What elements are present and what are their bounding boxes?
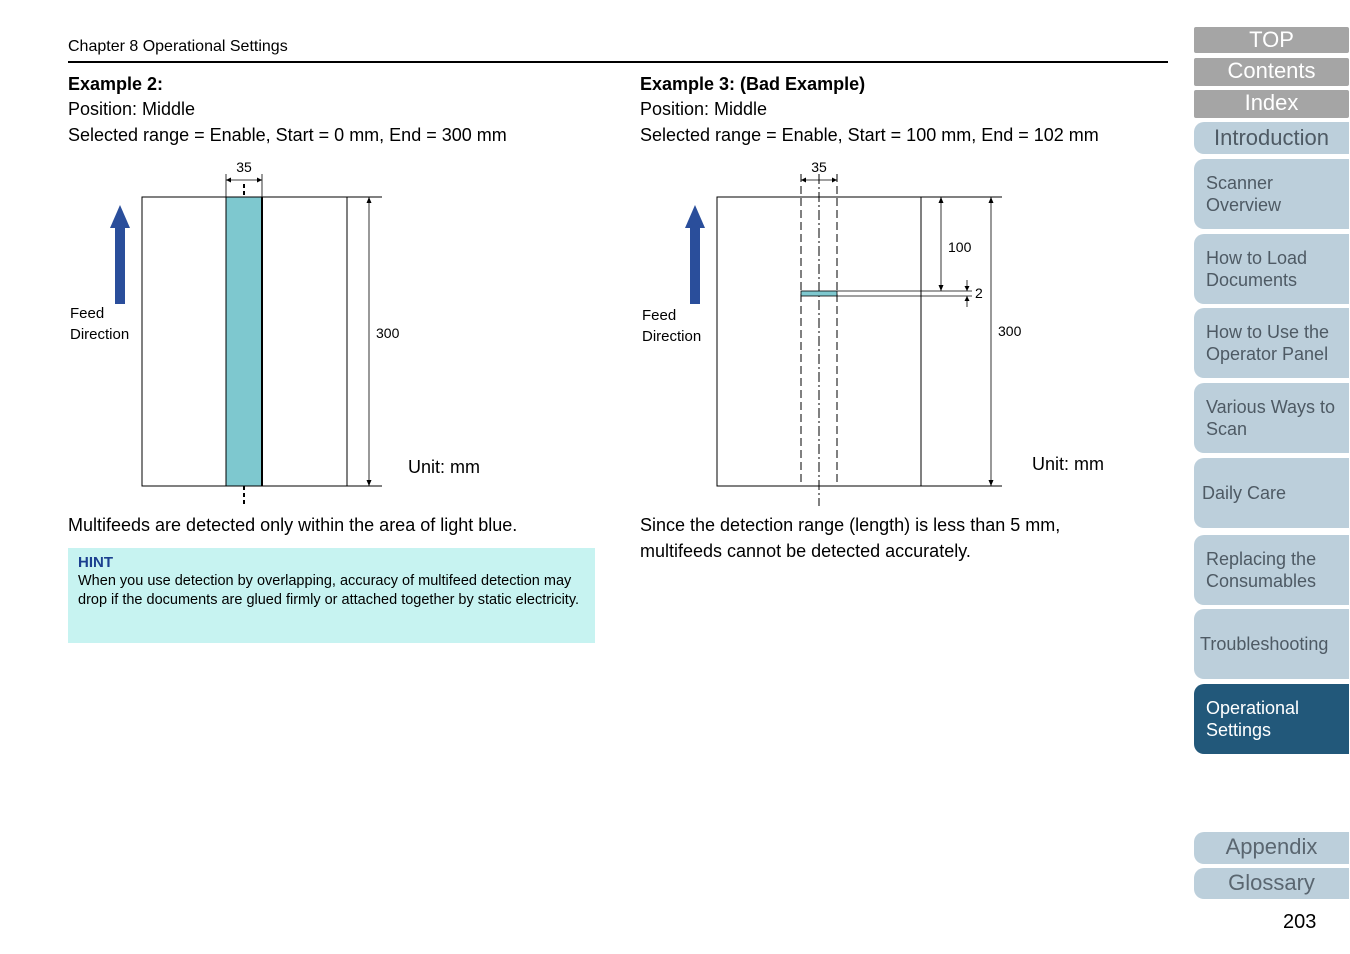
- nav-label-line: Troubleshooting: [1200, 634, 1329, 654]
- nav-troubleshooting[interactable]: [1194, 609, 1349, 679]
- example3-note-line1: Since the detection range (length) is less than 5 mm,: [640, 515, 1061, 535]
- nav-label-line: Documents: [1206, 270, 1298, 290]
- nav-label-line: How to Use the: [1206, 322, 1330, 342]
- feed-arrow-shaft: [115, 226, 125, 304]
- nav-label-line: Scanner: [1206, 173, 1274, 193]
- width-label: 35: [811, 159, 827, 175]
- nav-label-line: Operator Panel: [1206, 344, 1329, 364]
- nav-contents[interactable]: Contents: [1194, 58, 1349, 86]
- hint-title: HINT: [78, 554, 113, 571]
- example3-diagram-svg: [632, 150, 1132, 510]
- feed-arrow-icon: [685, 205, 705, 228]
- example3-note-line2: multifeeds cannot be detected accurately.: [640, 541, 971, 561]
- example2-note: Multifeeds are detected only within the area of light blue.: [68, 515, 518, 535]
- unit-label: Unit: mm: [1032, 454, 1104, 474]
- range-label: 2: [975, 285, 983, 301]
- chapter-header: Chapter 8 Operational Settings: [68, 38, 288, 55]
- nav-various-ways-to-scan[interactable]: [1194, 383, 1349, 453]
- nav-top[interactable]: TOP: [1194, 27, 1349, 53]
- length-label: 300: [998, 323, 1022, 339]
- feed-label: Feed: [642, 307, 677, 324]
- example3-diagram: [632, 150, 1132, 515]
- header-rule: [68, 61, 1168, 63]
- example3-range: Selected range = Enable, Start = 100 mm, End = 102 mm: [640, 125, 1099, 145]
- nav-glossary[interactable]: Glossary: [1194, 868, 1349, 899]
- nav-label-line: Various Ways to: [1206, 397, 1336, 417]
- example2-diagram: [60, 150, 520, 515]
- page-number: 203: [1283, 911, 1317, 933]
- feed-arrow-icon: [110, 205, 130, 228]
- example3-title: Example 3: (Bad Example): [640, 74, 866, 94]
- example2-diagram-svg: [60, 150, 520, 510]
- width-label: 35: [236, 159, 252, 175]
- example3-position: Position: Middle: [640, 99, 768, 119]
- example2-position: Position: Middle: [68, 99, 196, 119]
- start-label: 100: [948, 239, 972, 255]
- direction-label: Direction: [642, 328, 702, 345]
- nav-label-line: Daily Care: [1202, 483, 1287, 503]
- nav-introduction-label: Introduction: [1214, 125, 1329, 150]
- nav-daily-care[interactable]: [1194, 458, 1349, 528]
- nav-label-line: Overview: [1206, 195, 1282, 215]
- length-label: 300: [376, 325, 400, 341]
- nav-scanner-overview[interactable]: [1194, 159, 1349, 229]
- detection-area: [801, 291, 837, 296]
- nav-how-to-load-documents[interactable]: [1194, 234, 1349, 304]
- nav-introduction[interactable]: [1194, 122, 1349, 154]
- nav-appendix[interactable]: Appendix: [1194, 832, 1349, 864]
- nav-label-line: Replacing the: [1206, 549, 1317, 569]
- nav-operator-panel[interactable]: [1194, 308, 1349, 378]
- nav-label-line: Operational: [1206, 698, 1300, 718]
- example2-title: Example 2:: [68, 74, 164, 94]
- nav-label-line: Scan: [1206, 419, 1248, 439]
- direction-label: Direction: [70, 326, 130, 343]
- nav-index[interactable]: Index: [1194, 90, 1349, 118]
- nav-label-line: Consumables: [1206, 571, 1317, 591]
- hint-text: When you use detection by overlapping, accuracy of multifeed detection may drop if the documents are glued firmly or attached together by static electricity.: [78, 573, 580, 608]
- detection-area: [226, 197, 262, 486]
- unit-label: Unit: mm: [408, 457, 480, 477]
- nav-replacing-consumables[interactable]: [1194, 535, 1349, 605]
- nav-label-line: How to Load: [1206, 248, 1308, 268]
- example2-range: Selected range = Enable, Start = 0 mm, End = 300 mm: [68, 125, 507, 145]
- example2-section: [68, 72, 608, 148]
- example3-note: [640, 512, 1160, 564]
- nav-operational-settings[interactable]: [1194, 684, 1349, 754]
- nav-label-line: Settings: [1206, 720, 1272, 740]
- hint-box: [68, 548, 595, 643]
- example3-section: [640, 72, 1180, 148]
- feed-label: Feed: [70, 305, 105, 322]
- feed-arrow-shaft: [690, 226, 700, 304]
